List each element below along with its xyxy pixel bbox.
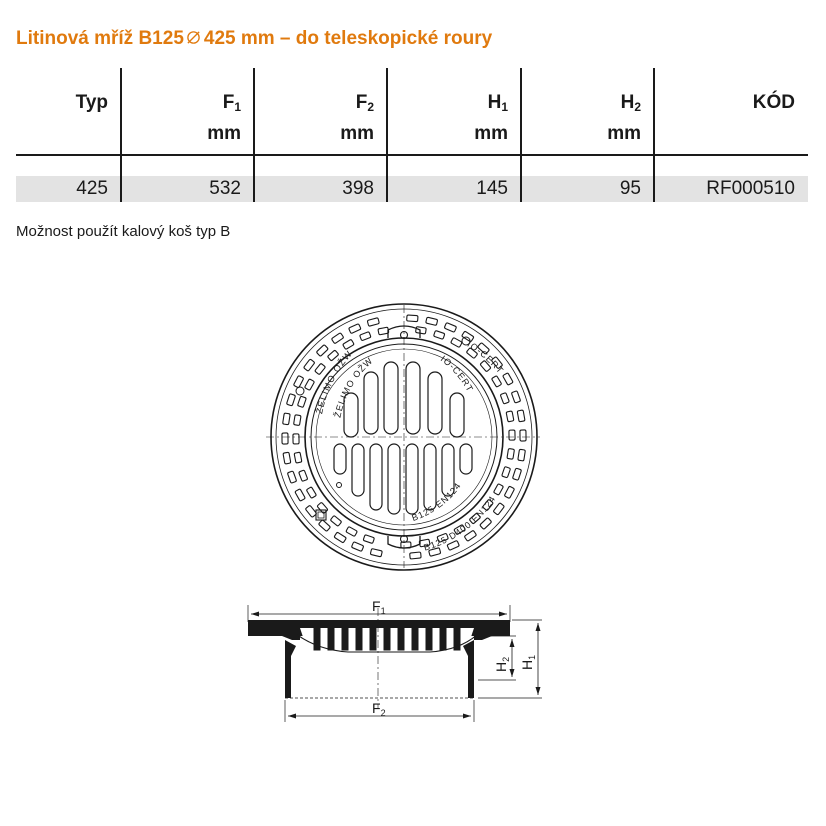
frame-slot — [509, 430, 515, 440]
ring-text-inner-right: IO-CERT — [438, 353, 476, 394]
pipe-wall-right — [463, 640, 474, 698]
cell-h2: 95 — [619, 178, 641, 199]
frame-slot — [512, 468, 521, 480]
grate-slot — [424, 444, 436, 510]
ring-text-bottom: B125 D400 EN124 — [422, 493, 498, 553]
frame-slot — [293, 434, 299, 444]
label-h1: $H_1$ — [519, 654, 537, 670]
header-h2: $H_2$ mm — [607, 92, 641, 144]
ring-text-inner: ŽELIMO OŽW — [332, 355, 375, 419]
cell-typ: 425 — [76, 178, 108, 199]
cell-f1: 532 — [209, 178, 241, 199]
grate-slot — [428, 372, 442, 434]
grate-rib — [440, 628, 446, 650]
grate-rib — [398, 628, 404, 650]
logo-icon — [296, 387, 304, 395]
frame-slot — [360, 332, 371, 341]
grate-slot — [370, 444, 382, 510]
ring-text-right: IO-CERT — [465, 338, 506, 376]
frame-slot — [294, 415, 301, 426]
cell-f2: 398 — [342, 178, 374, 199]
frame-slot — [507, 448, 514, 459]
frame-slot — [331, 333, 343, 344]
frame-slot — [367, 318, 379, 327]
frame-slot — [346, 526, 358, 536]
cell-kod: RF000510 — [706, 178, 795, 199]
frame-slot — [315, 363, 326, 375]
frame-slot — [334, 532, 347, 543]
grate-slot — [364, 372, 378, 434]
frame-slot — [303, 359, 314, 371]
header-f1: $F_1$ mm — [207, 92, 241, 144]
frame-slot — [426, 317, 438, 325]
frame-slot — [506, 411, 514, 422]
ring-text-top: ŽELIMO OŽW — [314, 348, 355, 415]
frame-slot — [518, 449, 526, 461]
grate-rib — [384, 628, 390, 650]
header-f2: $F_2$ mm — [340, 92, 374, 144]
frame-slot — [433, 330, 444, 339]
frame-slot — [500, 393, 509, 404]
frame-slot — [520, 430, 526, 441]
grate-slot — [406, 444, 418, 514]
frame-slot — [378, 327, 389, 335]
frame-slot — [282, 433, 288, 444]
frame-slot — [327, 350, 338, 361]
grate-rib — [370, 628, 376, 650]
frame-slot — [306, 487, 316, 499]
frame-slot — [363, 535, 374, 544]
frame-slot — [297, 396, 306, 407]
label-f1: $F_1$ — [372, 598, 386, 616]
frame-slot — [491, 376, 501, 388]
frame-slot — [517, 410, 525, 422]
frame-slot — [316, 345, 328, 357]
frame-slot — [286, 394, 295, 406]
label-h2: $H_2$ — [493, 656, 511, 672]
frame-slot — [294, 452, 302, 463]
frame-slot — [415, 327, 426, 334]
frame-slot — [451, 337, 463, 347]
frame-slot — [293, 375, 303, 388]
svg-text:IO-CERT — [439, 354, 476, 394]
grate-slot — [460, 444, 472, 474]
header-typ: Typ — [75, 92, 108, 113]
frame-slot — [283, 452, 291, 464]
frame-slot — [493, 503, 504, 515]
header-kod: KÓD — [752, 92, 795, 113]
grate-rib — [342, 628, 348, 650]
frame-slot — [407, 315, 418, 322]
ring-text-inner-bottom: B125 EN124 — [410, 480, 464, 523]
title-part1: Litinová mříž B125 — [16, 28, 184, 49]
grate-rib — [328, 628, 334, 650]
frame-slot — [351, 542, 363, 552]
frame-slot — [444, 322, 456, 332]
title-part2: 425 mm – do teleskopické roury — [203, 28, 493, 49]
frame-slot — [343, 339, 355, 349]
frame-slot — [287, 471, 296, 483]
pipe-wall-left — [285, 640, 296, 698]
grate-slot — [334, 444, 346, 474]
frame-slot — [503, 373, 514, 386]
label-f2: $F_2$ — [372, 700, 386, 718]
frame-slot — [318, 520, 330, 532]
note-text: Možnost použít kalový koš typ B — [16, 223, 231, 240]
frame-slot — [504, 486, 514, 499]
frame-slot — [283, 413, 291, 425]
frame-slot — [330, 515, 342, 526]
frame-slot — [502, 466, 511, 477]
frame-slot — [295, 489, 306, 502]
grate-top-view — [266, 304, 540, 570]
grate-slot — [352, 444, 364, 496]
frame-slot — [304, 379, 314, 391]
frame-slot — [493, 484, 503, 496]
header-h1: $H_1$ mm — [474, 92, 508, 144]
grate-rib — [426, 628, 432, 650]
frame-slot — [349, 324, 361, 334]
grate-slot — [406, 362, 420, 434]
frame-slot — [410, 552, 422, 559]
frame-slot — [370, 548, 382, 556]
grate-slot — [384, 362, 398, 434]
frame-slot — [305, 505, 317, 517]
frame-slot — [511, 391, 520, 403]
frame-slot — [299, 470, 308, 481]
grate-rib — [412, 628, 418, 650]
grate-slot — [388, 444, 400, 514]
grate-rib — [356, 628, 362, 650]
cell-h1: 145 — [476, 178, 508, 199]
grate-slot — [450, 393, 464, 437]
